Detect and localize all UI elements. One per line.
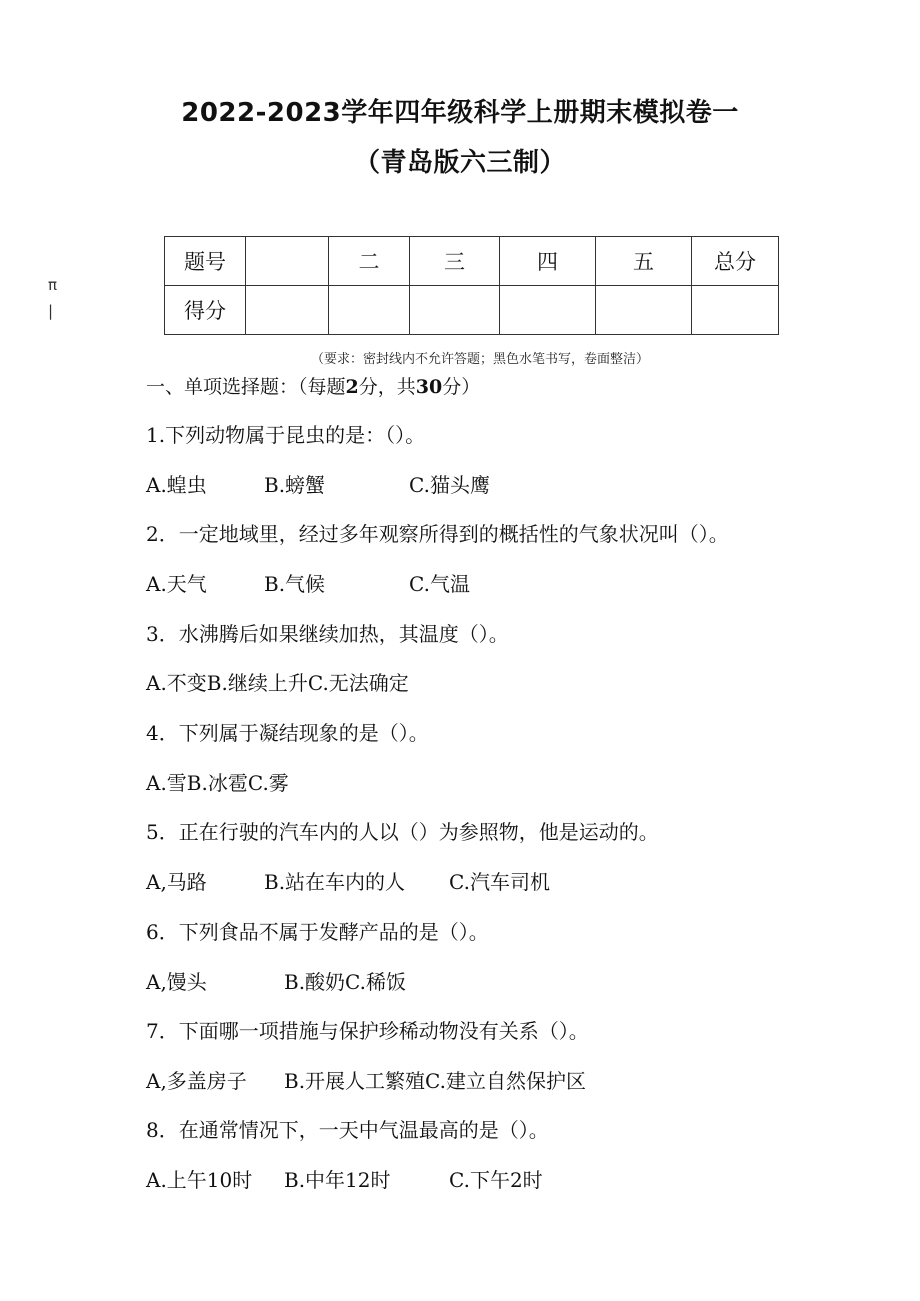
score-table-header-cell: 四: [500, 237, 596, 286]
score-table-header-row: [165, 237, 779, 286]
score-table-score-row: [165, 286, 779, 335]
question-text: 5．正在行驶的汽车内的人以（）为参照物，他是运动的。: [146, 820, 659, 844]
option: B.气候: [264, 572, 326, 596]
question-text: 3．水沸腾后如果继续加热，其温度（）。: [146, 622, 509, 646]
option: C.下午2时: [449, 1168, 543, 1192]
section-heading: 一、单项选择题：（每题2分，共30分）: [146, 376, 481, 398]
question-options: [146, 966, 406, 995]
score-table-header-cell: 五: [596, 237, 692, 286]
score-table-header-cell: 总分: [692, 237, 779, 286]
question-options: [146, 1065, 586, 1094]
question-text: 4．下列属于凝结现象的是（）。: [146, 721, 429, 745]
question-options: [146, 866, 550, 895]
option: A,多盖房子: [146, 1069, 247, 1093]
option: B.站在车内的人: [264, 870, 406, 894]
question-options: [146, 568, 470, 597]
question-text: 7．下面哪一项措施与保护珍稀动物没有关系（）。: [146, 1019, 589, 1043]
score-table-header-cell: 二: [329, 237, 410, 286]
score-table-header-cell: [246, 237, 329, 286]
score-table-empty-cell: [692, 286, 779, 335]
score-table-empty-cell: [329, 286, 410, 335]
question-options: [146, 1164, 543, 1193]
page-subtitle: （青岛版六三制）: [353, 148, 566, 178]
question-options: [146, 767, 289, 796]
score-table-row-label: 得分: [165, 286, 246, 335]
option: A.雪B.冰雹C.雾: [146, 771, 289, 795]
option: B.螃蟹: [264, 473, 326, 497]
option: B.开展人工繁殖C.建立自然保护区: [284, 1069, 587, 1093]
option: A.蝗虫: [146, 473, 207, 497]
question-text: 1.下列动物属于昆虫的是：（）。: [146, 423, 426, 447]
score-table-empty-cell: [410, 286, 500, 335]
score-table-empty-cell: [596, 286, 692, 335]
option: C.气温: [409, 572, 470, 596]
option: C.猫头鹰: [409, 473, 490, 497]
option: C.汽车司机: [449, 870, 550, 894]
score-table-empty-cell: [500, 286, 596, 335]
option: A.上午10时: [146, 1168, 253, 1192]
option: A.天气: [146, 572, 207, 596]
option: A,马路: [146, 870, 207, 894]
option: A,馒头: [146, 970, 207, 994]
option: B.酸奶C.稀饭: [284, 970, 407, 994]
option: A.不变B.继续上升C.无法确定: [146, 671, 409, 695]
question-text: 6．下列食品不属于发酵产品的是（）。: [146, 920, 489, 944]
page-title: 2022-2023学年四年级科学上册期末模拟卷一: [181, 98, 739, 128]
score-table: [164, 236, 779, 335]
question-text: 8．在通常情况下，一天中气温最高的是（）。: [146, 1118, 549, 1142]
score-table-header-cell: 三: [410, 237, 500, 286]
score-table-empty-cell: [246, 286, 329, 335]
binding-margin-mark: |: [48, 302, 54, 320]
exam-instructions: （要求：密封线内不允许答题；黑色水笔书写，卷面整洁）: [310, 352, 649, 367]
question-options: [146, 667, 409, 696]
binding-margin-mark: π: [48, 276, 58, 294]
option: B.中年12时: [284, 1168, 391, 1192]
question-options: [146, 469, 490, 498]
score-table-header-cell: 题号: [165, 237, 246, 286]
question-text: 2．一定地域里，经过多年观察所得到的概括性的气象状况叫（）。: [146, 522, 729, 546]
